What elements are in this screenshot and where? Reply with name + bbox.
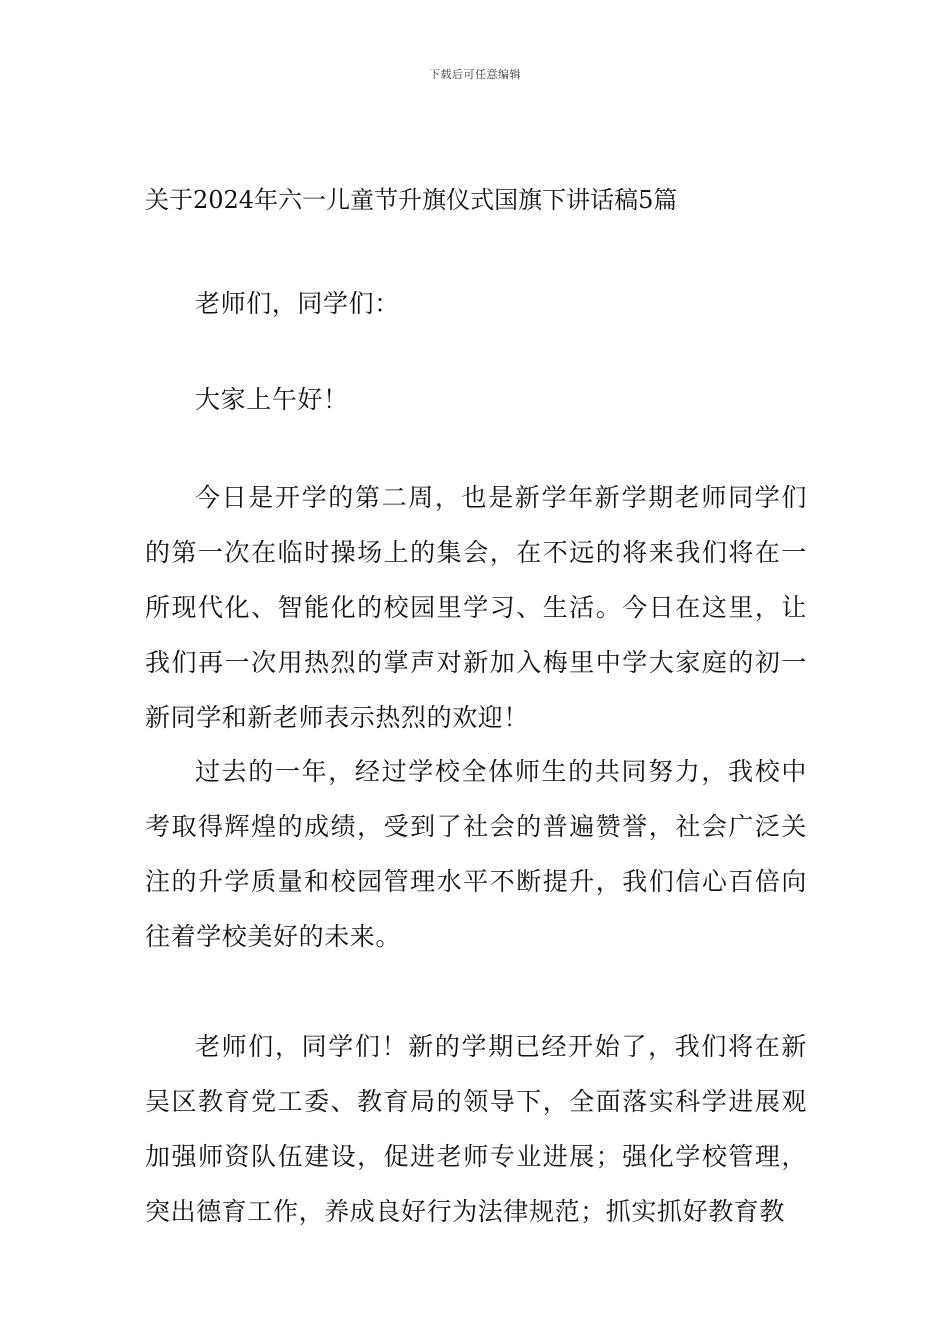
body-paragraph-3: 老师们，同学们！新的学期已经开始了，我们将在新吴区教育党工委、教育局的领导下，全面落实科学进展观加强师资队伍建设，促进老师专业进展；强化学校管理，突出德育工作，养成良好行为法律规范；抓实抓好教育教 xyxy=(145,1032,807,1226)
document-title: 关于2024年六一儿童节升旗仪式国旗下讲话稿5篇 xyxy=(145,186,678,214)
salutation-paragraph: 大家上午好！ xyxy=(195,385,349,414)
header-note: 下载后可任意编辑 xyxy=(429,68,521,81)
body-paragraph-1: 今日是开学的第二周，也是新学年新学期老师同学们的第一次在临时操场上的集会，在不远的将来我们将在一所现代化、智能化的校园里学习、生活。今日在这里，让我们再一次用热烈的掌声对新加入梅里中学大家庭的初一新同学和新老师表示热烈的欢迎！ xyxy=(145,483,807,732)
greeting-paragraph: 老师们，同学们： xyxy=(195,289,400,318)
body-paragraph-2: 过去的一年，经过学校全体师生的共同努力，我校中考取得辉煌的成绩，受到了社会的普遍赞誉，社会广泛关注的升学质量和校园管理水平不断提升，我们信心百倍向往着学校美好的未来。 xyxy=(145,757,807,951)
